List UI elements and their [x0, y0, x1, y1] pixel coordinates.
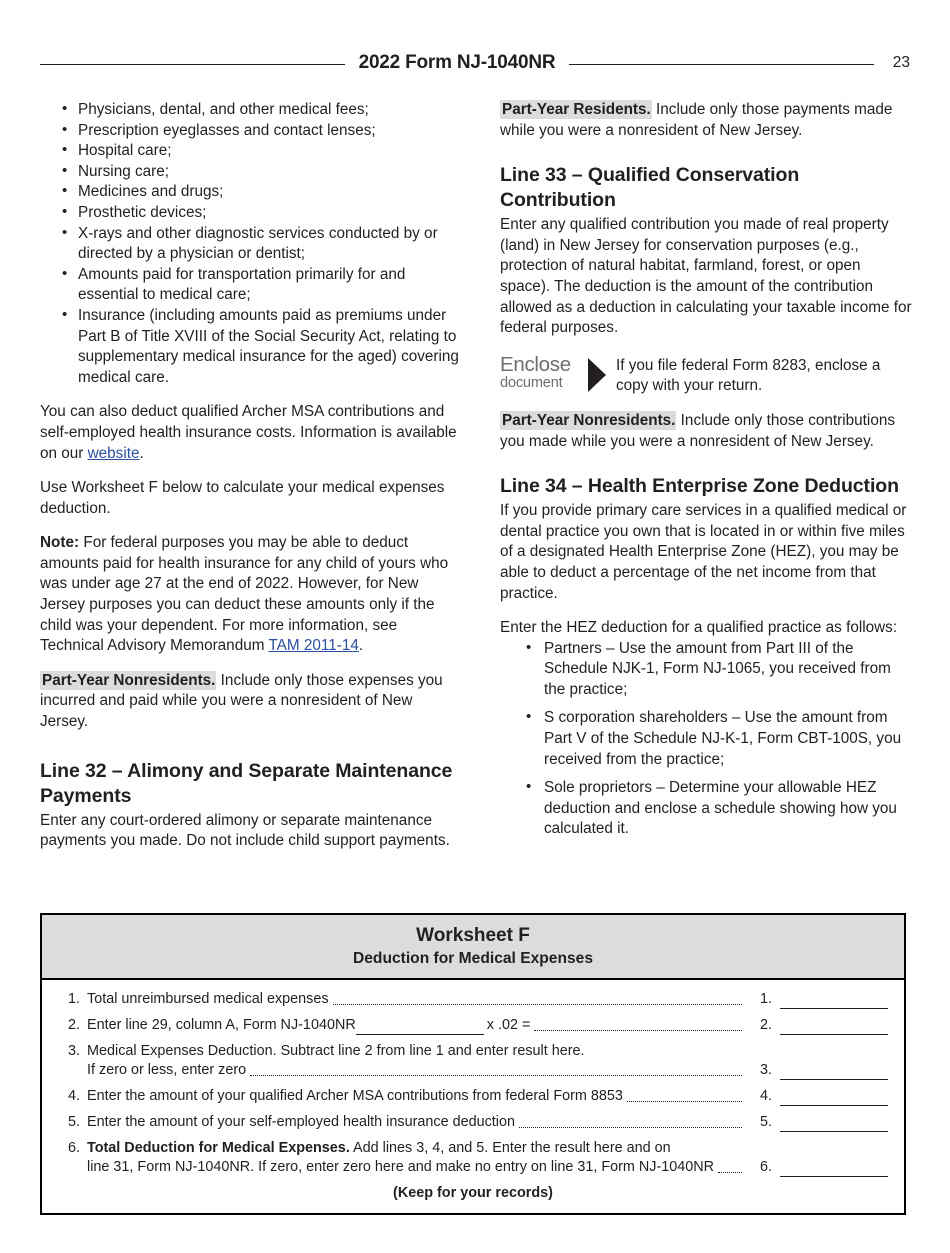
row-label-after: x .02 = [486, 1017, 531, 1033]
leader-dots [333, 1003, 742, 1005]
row-label: Enter the amount of your qualified Archer MSA contributions from federal Form 8853 [87, 1088, 623, 1104]
header-rule-left [40, 64, 345, 65]
part-year-nonresidents-label-right: Part-Year Nonresidents. [502, 411, 676, 429]
archer-text-before: You can also deduct qualified Archer MSA contributions and self-employed health insurance costs. Information is available on our [40, 403, 457, 462]
row-content [87, 1087, 746, 1106]
worksheet-row-1 [58, 990, 888, 1009]
note-text-before: For federal purposes you may be able to deduct amounts paid for health insurance for any child of yours who was under age 27 at the end of 2022. However, for New Jersey purposes you can deduct these amounts only if the child was your dependent. For more information, see Technical Advisory Memorandum [40, 534, 449, 655]
worksheet-row-2 [58, 1016, 888, 1035]
row-label-group [87, 1139, 671, 1158]
hez-intro-paragraph: Enter the HEZ deduction for a qualified practice as follows: [500, 619, 898, 637]
row-label: Enter the amount of your self-employed health insurance deduction [87, 1114, 515, 1130]
list-item: • Medicines and drugs; [40, 182, 460, 203]
answer-number: 4. [759, 1088, 772, 1104]
row-number: 1. [67, 991, 80, 1007]
list-item: • Hospital care; [40, 141, 460, 162]
list-item: • S corporation shareholders – Use the amount from Part V of the Schedule NJ-K-1, Form CBT-100S, you received from the practice; [500, 708, 912, 770]
line-34-heading: Line 34 – Health Enterprise Zone Deduction [500, 475, 899, 498]
note-label: Note: [40, 534, 80, 552]
row-content [87, 1042, 888, 1061]
answer-blank-1[interactable] [780, 993, 888, 1009]
row-line-2 [58, 1061, 888, 1080]
line-32-heading: Line 32 – Alimony and Separate Maintenance Payments [40, 759, 453, 807]
enclose-document-icon [500, 352, 616, 394]
row-label-continued: If zero or less, enter zero [87, 1062, 247, 1078]
row-content [87, 1113, 746, 1132]
part-year-nonresidents-label-left: Part-Year Nonresidents. [42, 671, 216, 689]
right-column [500, 100, 912, 854]
note-text-after: . [358, 637, 364, 655]
page-header [40, 46, 910, 80]
hez-bullet-list [500, 639, 912, 840]
worksheet-footer-note: (Keep for your records) [393, 1185, 553, 1201]
row-line-1 [58, 1042, 888, 1061]
list-item: • Physicians, dental, and other medical fees; [40, 100, 460, 121]
part-year-nonresidents-text-left: Include only those expenses you incurred and paid while you were a nonresident of New Jersey. [40, 671, 443, 731]
list-item: • Partners – Use the amount from Part III of the Schedule NJK-1, Form NJ-1065, you received from the practice; [500, 639, 912, 701]
list-item: • Insurance (including amounts paid as premiums under Part B of Title XVIII of the Social Security Act, relating to supplementary medical insurance for the aged) covering medical care. [40, 306, 460, 388]
enclose-document-callout [500, 353, 912, 397]
part-year-nonresidents-text-right: Include only those contributions you made while you were a nonresident of New Jersey. [500, 411, 895, 450]
answer-number: 6. [759, 1159, 772, 1175]
worksheet-f-box [40, 913, 906, 1215]
leader-dots [627, 1100, 742, 1102]
list-item: • Prosthetic devices; [40, 203, 460, 224]
part-year-nonresidents-paragraph-right [500, 411, 912, 452]
part-year-nonresidents-paragraph-left [40, 671, 460, 733]
part-year-residents-text: Include only those payments made while you were a nonresident of New Jersey. [500, 101, 893, 139]
list-item: • Nursing care; [40, 162, 460, 183]
line-33-body: Enter any qualified contribution you made of real property (land) in New Jersey for conservation purposes (e.g., protection of natural habitat, farmland, forest, or open space). The deduction is the amount of the contribution allowed as a deduction in calculating your taxable income for federal purposes. [500, 216, 912, 337]
worksheet-title: Worksheet F [416, 925, 530, 946]
enclose-icon-line1: Enclose [500, 352, 571, 376]
line-33-heading: Line 33 – Qualified Conservation Contribution [500, 164, 800, 212]
row-label: Total unreimbursed medical expenses [87, 991, 329, 1007]
list-item: • Sole proprietors – Determine your allowable HEZ deduction and enclose a schedule showing how you calculated it. [500, 778, 912, 840]
medical-expense-bullet-list [40, 100, 460, 388]
row-content [87, 1061, 746, 1080]
archer-msa-paragraph [40, 402, 460, 464]
tam-2011-14-link[interactable]: TAM 2011-14 [268, 637, 359, 655]
row-label-continued: line 31, Form NJ-1040NR. If zero, enter zero here and make no entry on line 31, Form NJ-1040NR [87, 1159, 715, 1175]
archer-text-after: . [139, 444, 144, 462]
worksheet-row-4 [58, 1087, 888, 1106]
page-number: 23 [892, 54, 911, 71]
row-line-2 [58, 1158, 888, 1177]
worksheet-row-3 [58, 1042, 888, 1080]
leader-dots [250, 1074, 742, 1076]
enclose-document-text: If you file federal Form 8283, enclose a copy with your return. [616, 356, 881, 395]
answer-number: 5. [759, 1114, 772, 1130]
row-label: Add lines 3, 4, and 5. Enter the result here and on [349, 1140, 671, 1156]
worksheet-row-5 [58, 1113, 888, 1132]
worksheet-row-6 [58, 1139, 888, 1177]
header-rule-right [569, 64, 874, 65]
line-32-body: Enter any court-ordered alimony or separate maintenance payments you made. Do not include child support payments. [40, 811, 450, 850]
list-item: • X-rays and other diagnostic services conducted by or directed by a physician or dentist; [40, 224, 460, 265]
list-item: • Prescription eyeglasses and contact lenses; [40, 121, 460, 142]
enclose-icon-line2: document [500, 375, 563, 392]
row-number: 3. [67, 1043, 80, 1059]
page-title: 2022 Form NJ-1040NR [358, 52, 556, 73]
row-number: 5. [67, 1114, 80, 1130]
answer-number: 1. [759, 991, 772, 1007]
answer-blank-3[interactable] [780, 1064, 888, 1080]
worksheet-reference-paragraph: Use Worksheet F below to calculate your medical expenses deduction. [40, 479, 445, 517]
row-number: 6. [67, 1140, 80, 1156]
row-number: 4. [67, 1088, 80, 1104]
triangle-arrow-icon [588, 358, 606, 392]
inline-entry-blank-2[interactable] [356, 1020, 484, 1035]
answer-number: 3. [759, 1062, 772, 1078]
answer-number: 2. [759, 1017, 772, 1033]
answer-blank-5[interactable] [780, 1116, 888, 1132]
leader-dots [519, 1126, 742, 1128]
row-label-bold: Total Deduction for Medical Expenses. [87, 1140, 350, 1156]
enclose-icon-text [500, 352, 571, 392]
part-year-residents-label: Part-Year Residents. [502, 101, 651, 118]
part-year-residents-paragraph [500, 100, 912, 141]
worksheet-header [42, 915, 904, 980]
list-item: • Amounts paid for transportation primarily for and essential to medical care; [40, 265, 460, 306]
row-number: 2. [67, 1017, 80, 1033]
line-34-body: If you provide primary care services in a qualified medical or dental practice you own that is located in or within five miles of a designated Health Enterprise Zone (HEZ), you may be able to deduct a percentage of the net income from that practice. [500, 502, 907, 602]
row-content [87, 1016, 746, 1035]
answer-blank-2[interactable] [780, 1019, 888, 1035]
leader-dots [534, 1029, 742, 1031]
website-link[interactable]: website [87, 444, 140, 462]
row-content [87, 1158, 746, 1177]
row-label: Enter line 29, column A, Form NJ-1040NR [87, 1017, 356, 1033]
federal-note-paragraph [40, 533, 460, 657]
worksheet-subtitle: Deduction for Medical Expenses [352, 950, 594, 967]
row-line-1 [58, 1139, 888, 1158]
row-label: Medical Expenses Deduction. Subtract line 2 from line 1 and enter result here. [87, 1043, 585, 1059]
left-column [40, 100, 460, 866]
worksheet-body [42, 980, 904, 1213]
answer-blank-4[interactable] [780, 1090, 888, 1106]
row-content [87, 990, 746, 1009]
answer-blank-6[interactable] [780, 1161, 888, 1177]
row-content [87, 1139, 888, 1158]
leader-dots [718, 1171, 742, 1173]
